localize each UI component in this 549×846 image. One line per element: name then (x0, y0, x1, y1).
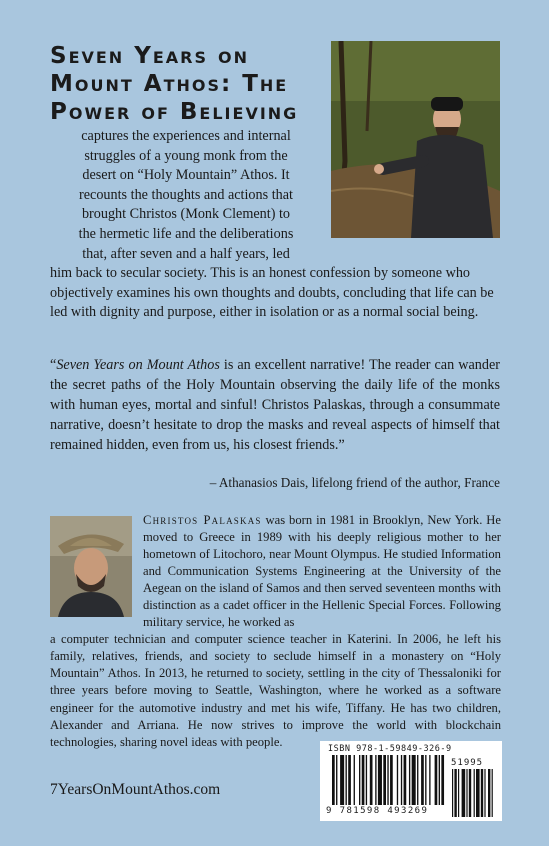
bio-line: Hellenic Special Forces. Following military service, he worked as (143, 598, 501, 630)
description-line: recounts the thoughts and actions that (79, 186, 293, 203)
bio-rest: a computer technician and computer science teacher in Katerini. In 2006, he left his family, relatives, friends, and society to seclude himself in a monastery on “Holy Mountain” Athos. In 2013, he returned to society, settling in the city of Thessaloniki for three years before moving to Seattle, Washington, where he worked as a software engineer for the automotive industry and met his wife, Tiffany. He has two children, Alexander and Arriana. He now strives to improve the world with blockchain technologies, sharing novel ideas with people. (50, 632, 501, 749)
barcode-bar (378, 755, 382, 805)
description-line: captures the experiences and internal (81, 128, 291, 144)
barcode-bar (412, 755, 416, 805)
addon-bar (488, 769, 490, 817)
description-line: the hermetic life and the deliberations (78, 225, 294, 242)
addon-bar (481, 769, 483, 817)
bio-line: her hometown of Litochoro, near Mount Olympus. He studied (143, 530, 501, 562)
barcode-bar (366, 755, 367, 805)
bio-line: the University of the Aegean on the island of Samos and then (143, 564, 501, 596)
description-line: struggles of a young monk from the (84, 147, 288, 164)
barcode-bar (362, 755, 365, 805)
quote-text: is an excellent narrative! The reader can wander the secret paths of the Holy Mountain observing the daily life of the monks with human eyes, mortal and sinful! Christos Palaskas, through a consummate narrative, doesn’t hesitate to drop the masks and reveal aspects of himself that remained hidden, even from us, his closest friends.” (50, 357, 500, 453)
description-line: desert on “Holy Mountain” Athos. It (82, 167, 290, 184)
endorsement-quote (50, 355, 500, 455)
addon-bar (469, 769, 471, 817)
barcode-bar (332, 755, 335, 805)
title-line: Power of Believing (50, 99, 299, 125)
addon-bar (452, 769, 453, 817)
ean-digits: 9 781598 493269 (326, 806, 429, 816)
addon-bar (476, 769, 480, 817)
barcode-bar (383, 755, 386, 805)
title-line: Mount Athos: The (50, 71, 289, 97)
barcode-bar (439, 755, 440, 805)
barcode-bar (348, 755, 351, 805)
barcode-bar (425, 755, 426, 805)
barcode-bar (404, 755, 407, 805)
description-line: that, after seven and a half years, led (82, 245, 290, 262)
isbn-number: ISBN 978-1-59849-326-9 (328, 744, 452, 754)
bio-indented (143, 512, 501, 631)
barcode-bar (336, 755, 337, 805)
addon-bar (462, 769, 466, 817)
addon-bar (458, 769, 459, 817)
author-bio (50, 512, 501, 751)
addon-bar (484, 769, 485, 817)
barcode-bar (375, 755, 376, 805)
quote-open-mark: “ (50, 357, 57, 373)
barcode-bar (340, 755, 344, 805)
barcode-bar (387, 755, 388, 805)
bio-line: Information and Communication Systems Engineering at (143, 547, 501, 579)
book-description (50, 127, 500, 323)
barcode-bar (397, 755, 398, 805)
barcode-bar (346, 755, 347, 805)
barcode-bar (409, 755, 410, 805)
author-name: Christos Palaskas (143, 513, 262, 527)
barcode-bar (354, 755, 355, 805)
barcode-bar (441, 755, 444, 805)
barcode-bar (401, 755, 402, 805)
addon-bar (492, 769, 493, 817)
barcode-bar (417, 755, 418, 805)
barcode-bar (359, 755, 360, 805)
quote-book-title: Seven Years on Mount Athos (56, 357, 220, 373)
book-title (50, 42, 320, 126)
addon-bar (454, 769, 456, 817)
barcode-bar (435, 755, 438, 805)
description-line: brought Christos (Monk Clement) to (81, 206, 291, 223)
description-rest: him back to secular society. This is an honest confession by someone who objectively examines his own thoughts and doubts, concluding that life can be led with dignity and purpose, either in isolation or as a normal social being. (50, 265, 494, 321)
isbn-barcode (320, 741, 502, 821)
barcode-bar (421, 755, 424, 805)
title-line: Seven Years on (50, 43, 250, 69)
quote-attribution: – Athanasios Dais, lifelong friend of the author, France (209, 475, 500, 490)
bio-line: was born in 1981 in Brooklyn, New York. (261, 513, 483, 527)
price-code: 51995 (451, 758, 484, 768)
bio-line: served seventeen months with distinction as a cadet officer in the (143, 581, 501, 613)
barcode-bar (390, 755, 393, 805)
addon-bar (466, 769, 467, 817)
bio-line: He moved to Greece in 1989 with his deeply religious mother to (143, 513, 501, 545)
barcode-bar (370, 755, 373, 805)
website-url[interactable]: 7YearsOnMountAthos.com (50, 781, 221, 798)
barcode-bar (429, 755, 430, 805)
addon-bar (474, 769, 475, 817)
